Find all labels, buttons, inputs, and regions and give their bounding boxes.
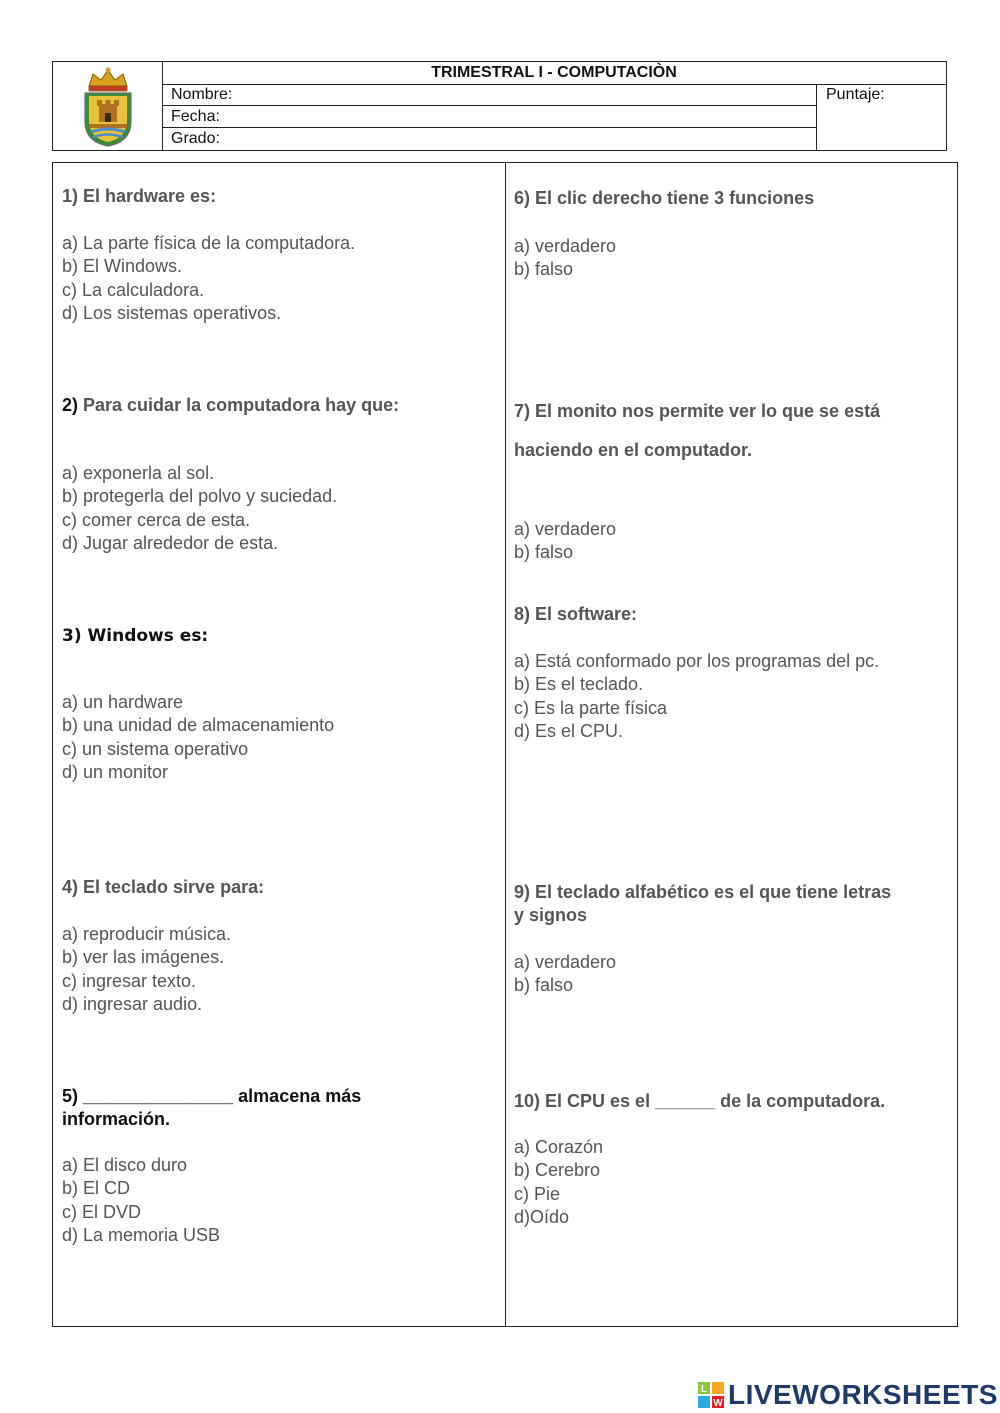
q9-option-a[interactable]: a) verdadero (514, 952, 617, 972)
logo-cell (53, 62, 163, 150)
logo-letter-w: W (713, 1398, 723, 1408)
question-5-options (62, 1154, 220, 1247)
question-7-line-1: 7) El monito nos permite ver lo que se está (514, 401, 881, 421)
question-7-options (514, 518, 616, 565)
column-divider (505, 163, 506, 1326)
coat-of-arms-icon (79, 66, 137, 148)
score-label: Puntaje: (826, 86, 885, 103)
q7-option-a[interactable]: a) verdadero (514, 519, 617, 539)
question-6-options (514, 235, 616, 282)
q5-option-d[interactable]: d) La memoria USB (62, 1224, 221, 1245)
question-5-line-1: 5) _______________ almacena más (62, 1086, 362, 1106)
score-field[interactable] (816, 84, 946, 150)
q4-option-c[interactable]: c) ingresar texto. (62, 970, 197, 991)
question-4: 4) El teclado sirve para: (62, 877, 265, 897)
q5-option-b[interactable]: b) El CD (62, 1178, 131, 1199)
date-field[interactable]: Fecha: (162, 106, 816, 128)
q4-option-d[interactable]: d) ingresar audio. (62, 993, 203, 1014)
question-5 (62, 1085, 361, 1131)
q5-option-c[interactable]: c) El DVD (62, 1201, 142, 1222)
question-8-options (514, 650, 879, 743)
q3-option-b[interactable]: b) una unidad de almacenamiento (62, 715, 335, 736)
q2-option-b[interactable]: b) protegerla del polvo y suciedad. (62, 486, 338, 507)
liveworksheets-logo-icon (698, 1382, 724, 1408)
q10-option-c[interactable]: c) Pie (514, 1183, 561, 1204)
brand-name: LIVEWORKSHEETS (728, 1379, 998, 1410)
question-7-line-2: haciendo en el computador. (514, 440, 753, 460)
question-5-line-2: información. (62, 1109, 171, 1129)
q1-option-c[interactable]: c) La calculadora. (62, 279, 205, 300)
question-9-line-1: 9) El teclado alfabético es el que tiene letras (514, 882, 892, 902)
q4-option-a[interactable]: a) reproducir música. (62, 924, 232, 944)
question-2-number: 2) (62, 395, 79, 415)
question-7 (514, 400, 880, 462)
question-3-options (62, 691, 334, 784)
question-8: 8) El software: (514, 604, 638, 624)
question-9 (514, 881, 891, 927)
q5-option-a[interactable]: a) El disco duro (62, 1155, 188, 1175)
liveworksheets-brand[interactable] (698, 1379, 998, 1411)
q1-option-a[interactable]: a) La parte física de la computadora. (62, 233, 356, 253)
question-2 (62, 394, 399, 417)
q8-option-a[interactable]: a) Está conformado por los programas del pc. (514, 651, 880, 671)
question-10-options (514, 1136, 603, 1229)
question-10: 10) El CPU es el ______ de la computadora. (514, 1091, 886, 1111)
logo-letter-l: L (700, 1384, 708, 1395)
question-9-options (514, 951, 616, 998)
q3-option-a[interactable]: a) un hardware (62, 692, 184, 712)
q3-option-c[interactable]: c) un sistema operativo (62, 738, 249, 759)
q9-option-b[interactable]: b) falso (514, 975, 574, 996)
q6-option-b[interactable]: b) falso (514, 259, 574, 280)
q8-option-d[interactable]: d) Es el CPU. (514, 720, 624, 741)
question-9-line-2: y signos (514, 905, 588, 925)
q10-option-a[interactable]: a) Corazón (514, 1137, 604, 1157)
header-table (52, 61, 947, 151)
question-2-options (62, 462, 337, 555)
q10-option-d[interactable]: d)Oído (514, 1206, 570, 1227)
exam-title: TRIMESTRAL I - COMPUTACIÒN (162, 62, 946, 85)
question-1-options (62, 232, 355, 325)
question-6: 6) El clic derecho tiene 3 funciones (514, 188, 815, 208)
question-1: 1) El hardware es: (62, 186, 217, 206)
q1-option-b[interactable]: b) El Windows. (62, 256, 183, 277)
q4-option-b[interactable]: b) ver las imágenes. (62, 947, 225, 968)
grade-field[interactable]: Grado: (171, 130, 220, 147)
question-3: 3) Windows es: (62, 626, 209, 646)
q8-option-c[interactable]: c) Es la parte física (514, 697, 668, 718)
q10-option-b[interactable]: b) Cerebro (514, 1160, 601, 1181)
questions-sheet (52, 162, 958, 1327)
q2-option-d[interactable]: d) Jugar alrededor de esta. (62, 532, 279, 553)
q6-option-a[interactable]: a) verdadero (514, 236, 617, 256)
question-2-text: Para cuidar la computadora hay que: (78, 395, 400, 415)
q7-option-b[interactable]: b) falso (514, 542, 574, 563)
question-4-options (62, 923, 231, 1016)
q2-option-a[interactable]: a) exponerla al sol. (62, 463, 215, 483)
q3-option-d[interactable]: d) un monitor (62, 761, 169, 782)
q2-option-c[interactable]: c) comer cerca de esta. (62, 509, 251, 530)
q8-option-b[interactable]: b) Es el teclado. (514, 674, 644, 695)
q1-option-d[interactable]: d) Los sistemas operativos. (62, 302, 282, 323)
name-field[interactable]: Nombre: (162, 84, 816, 106)
